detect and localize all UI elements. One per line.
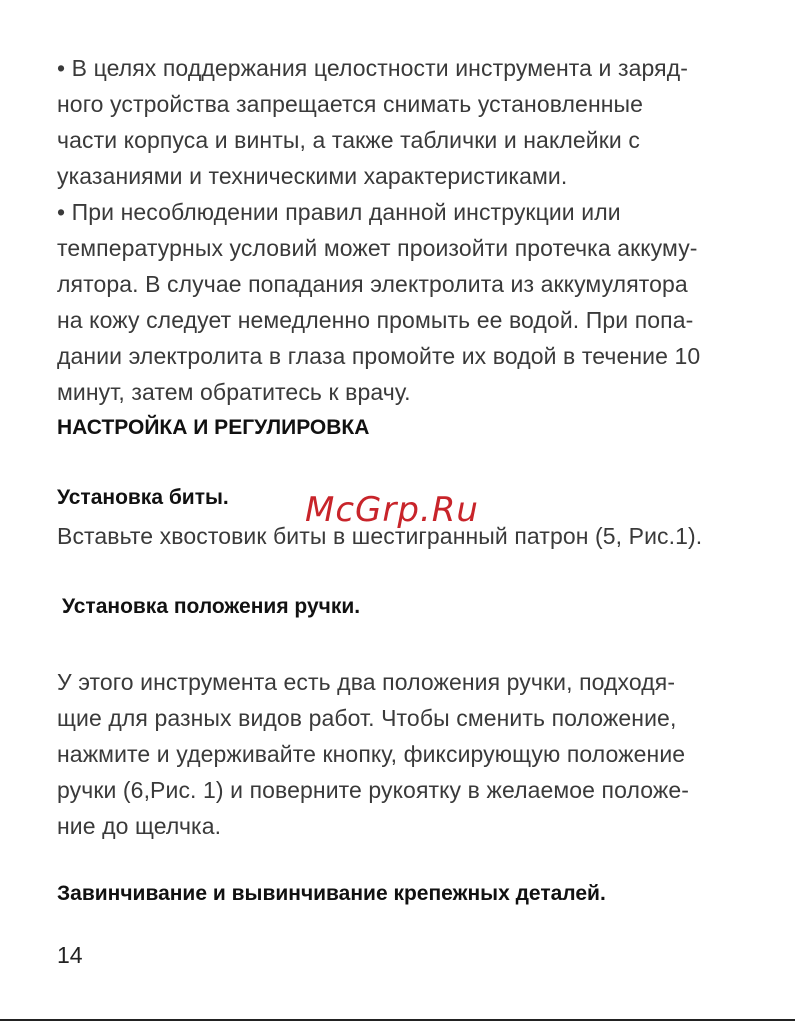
text-line: щие для разных видов работ. Чтобы сменить положение, xyxy=(57,705,677,731)
text-line: • В целях поддержания целостности инструмента и заряд- xyxy=(57,55,688,81)
text-line: ного устройства запрещается снимать установленные xyxy=(57,91,644,117)
text-line: указаниями и техническими характеристиками. xyxy=(57,163,568,189)
text-line: • При несоблюдении правил данной инструкции или xyxy=(57,199,621,225)
text-line: температурных условий может произойти протечка аккуму- xyxy=(57,235,698,261)
fastening-heading: Завинчивание и вывинчивание крепежных деталей. xyxy=(57,882,606,905)
text-line: дании электролита в глаза промойте их водой в течение 10 xyxy=(57,343,701,369)
handle-position-heading: Установка положения ручки. xyxy=(62,595,361,618)
section-heading: НАСТРОЙКА И РЕГУЛИРОВКА xyxy=(57,416,370,439)
text-line: минут, затем обратитесь к врачу. xyxy=(57,379,411,405)
text-line: нажмите и удерживайте кнопку, фиксирующую положение xyxy=(57,741,686,767)
bit-install-text: Вставьте хвостовик биты в шестигранный патрон (5, Рис.1). xyxy=(57,523,703,549)
watermark-logo: McGrp.Ru xyxy=(305,490,479,530)
text-line: У этого инструмента есть два положения ручки, подходя- xyxy=(57,669,676,695)
text-line: части корпуса и винты, а также таблички и наклейки с xyxy=(57,127,640,153)
page-number: 14 xyxy=(57,942,83,968)
text-line: ручки (6,Рис. 1) и поверните рукоятку в желаемое положе- xyxy=(57,777,690,803)
text-line: на кожу следует немедленно промыть ее водой. При попа- xyxy=(57,307,694,333)
text-line: ние до щелчка. xyxy=(57,813,222,839)
text-line: лятора. В случае попадания электролита из аккумулятора xyxy=(57,271,688,297)
bit-install-heading: Установка биты. xyxy=(57,486,229,509)
